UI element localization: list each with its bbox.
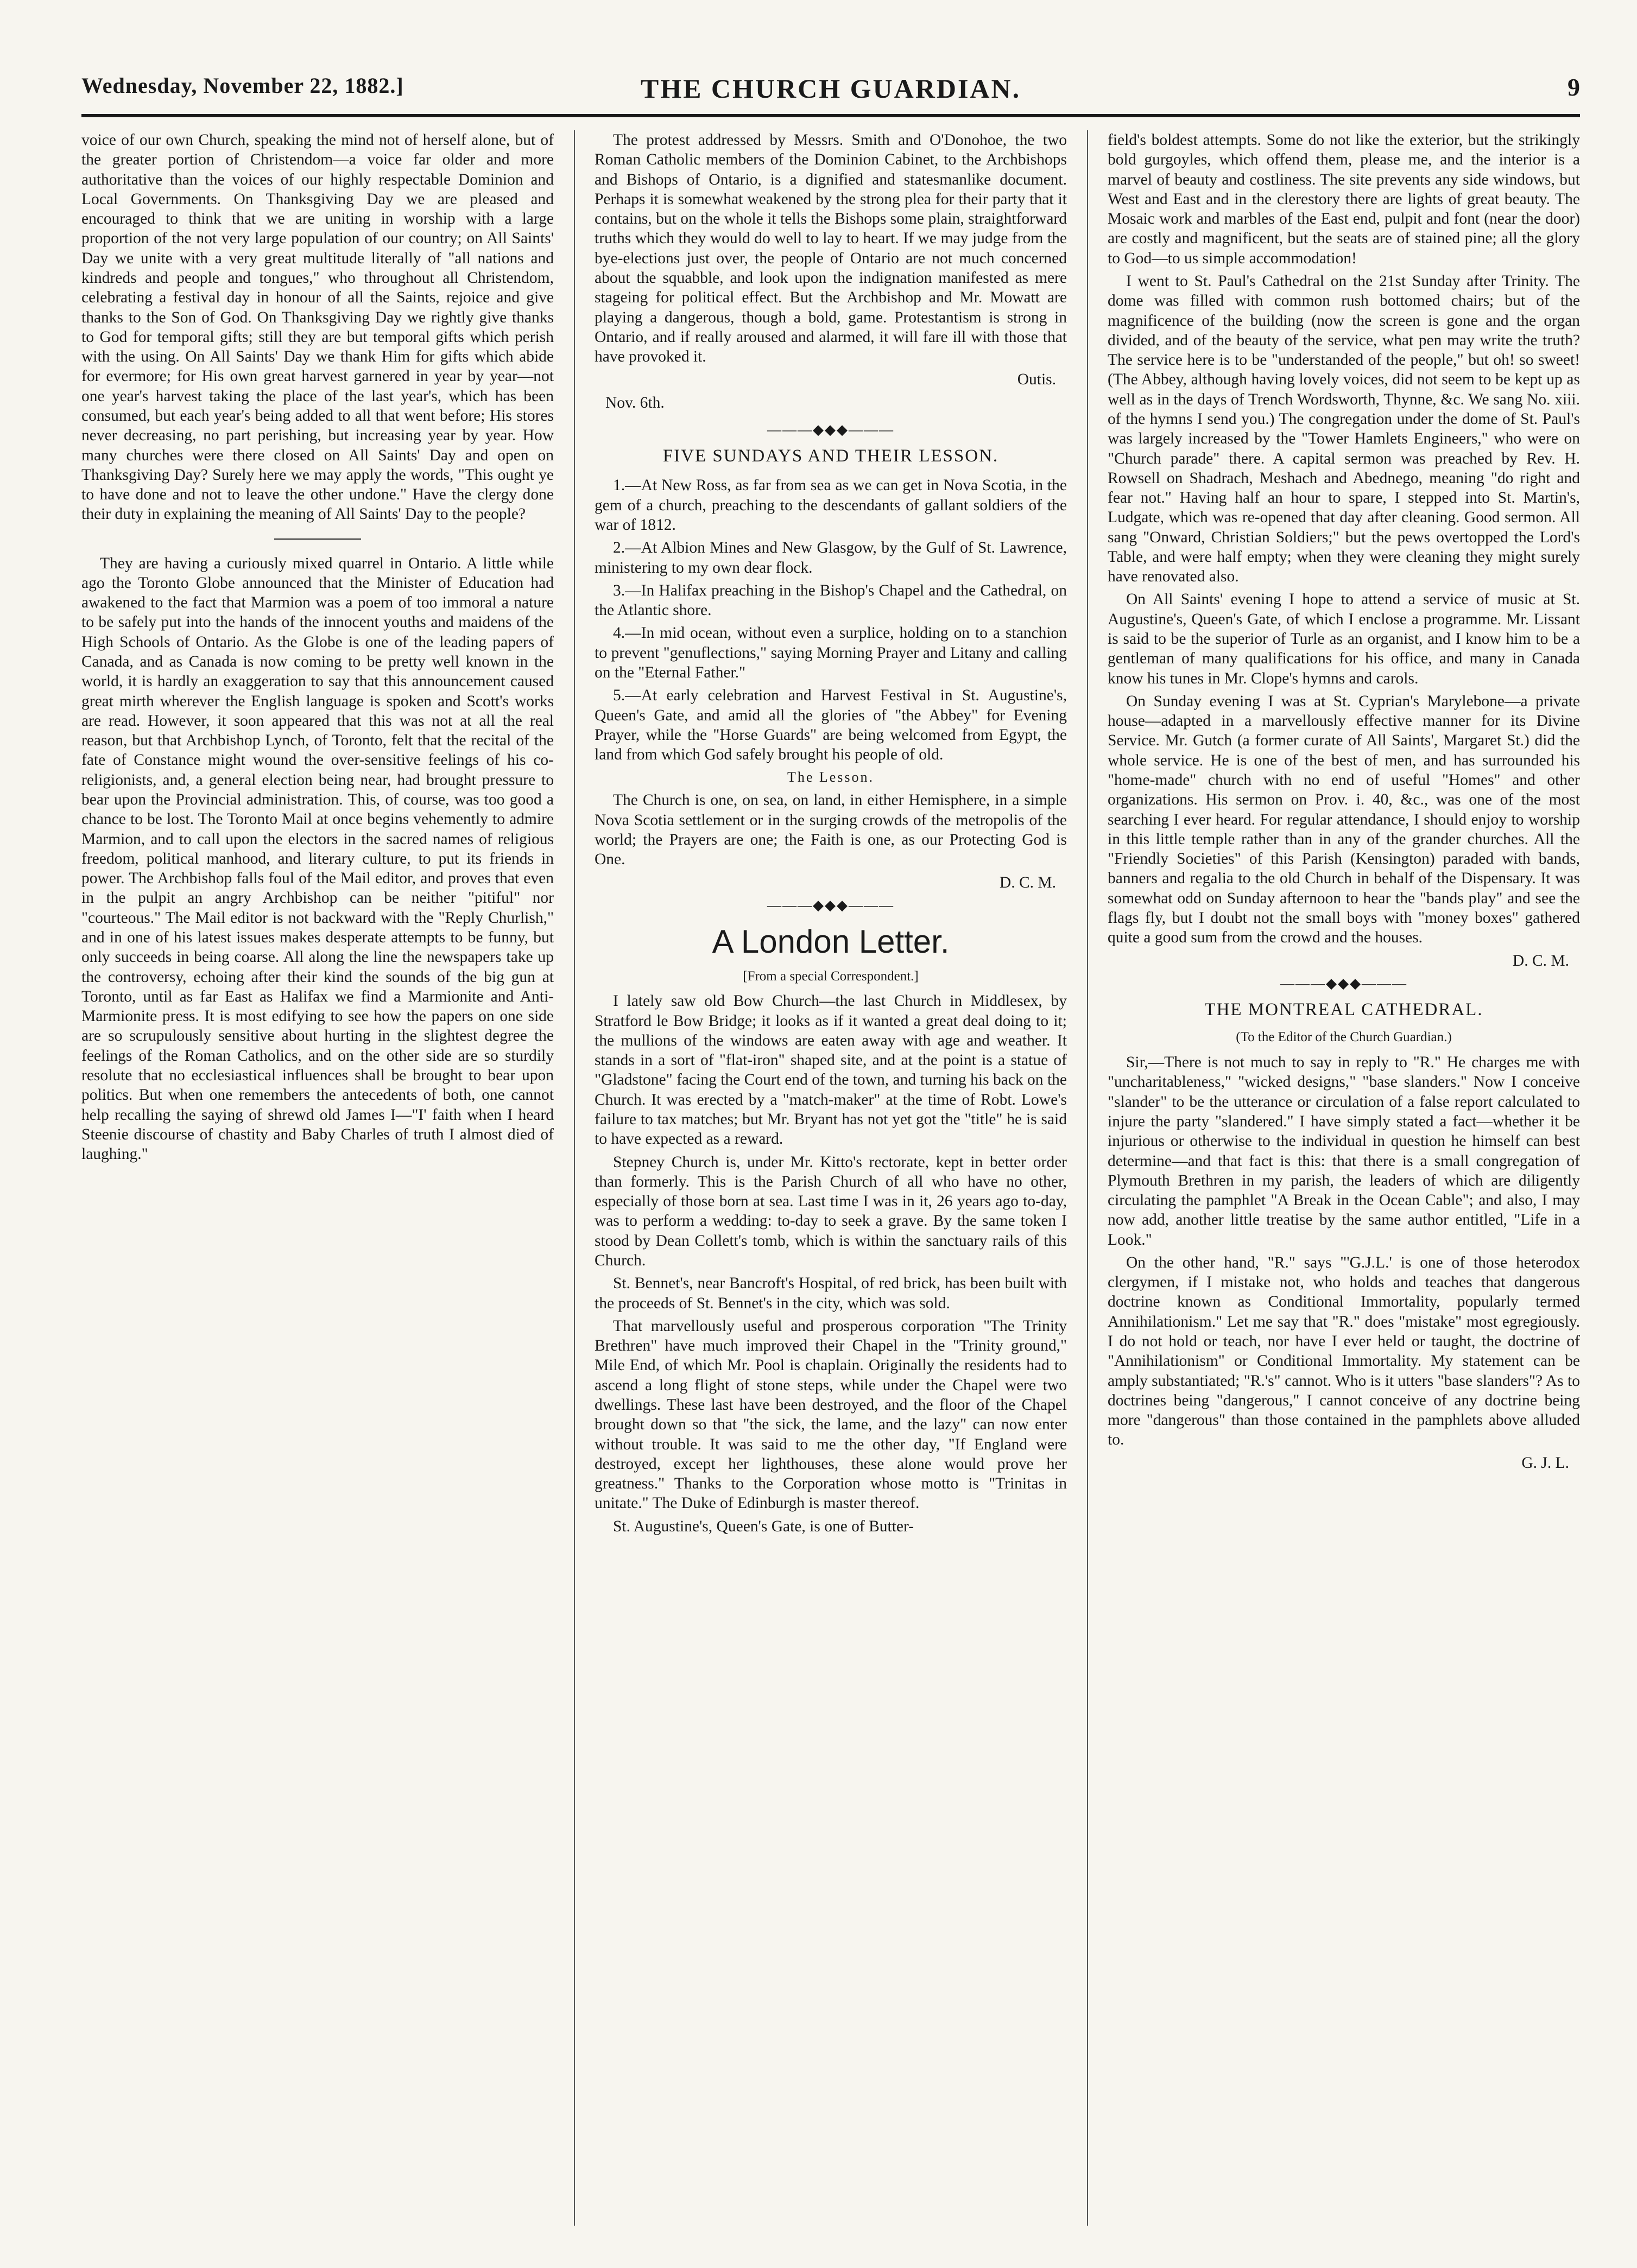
newspaper-page bbox=[81, 65, 1580, 2237]
page-header bbox=[81, 65, 1580, 117]
column-divider bbox=[574, 130, 575, 2226]
london-letter-title: A London Letter. bbox=[712, 923, 950, 960]
cathedral-signature: G. J. L. bbox=[1521, 1454, 1569, 1472]
london-continued-paragraph: I went to St. Paul's Cathedral on the 21st Sunday after Trinity. The dome was filled with common rush bottomed chairs; but of the magnificence of the building (now the screen is gone and the organ divided, and of the beauty of the service, what pen may write the truth? The service here is to be "understanded of the people," but oh! so sweet! (The Abbey, although having lovely voices, did not seem to be kept up as well as in the days of Trench Wordsworth, Thynne, &c. We sang No. xiii. of the hymns I send you.) The congregation under the dome of St. Paul's was largely increased by the "Tower Hamlets Engineers," who were on "Church parade" there. A capital sermon was preached by Rev. H. Rowsell on Shadrach, Meshach and Abednego, meaning "do right and fear not." Having half an hour to spare, I stepped into St. Martin's, Ludgate, which was re-opened that day after cleaning. Good sermon. All sang "Onward, Christian Soldiers;" but the pews overtopped the Lord's Table, and were half empty; when they were cleaning they might surely have renovated also. bbox=[1108, 272, 1580, 586]
london-paragraph: I lately saw old Bow Church—the last Church in Middlesex, by Stratford le Bow Bridge; it looks as if it wanted a great deal doing to it; the mullions of the windows are eaten away with age and weather. It stands in a sort of "flat-iron" shaped site, and at the point is a statue of "Gladstone" facing the Court end of the town, and turning his back on the Church. It was erected by a "match-maker" at the time of Robt. Lowe's failure to tax matches; but Mr. Bryant has not yet got the "title" he is said to have expected as a reward. bbox=[595, 992, 1067, 1148]
protest-date: Nov. 6th. bbox=[605, 394, 665, 411]
thanksgiving-paragraph: voice of our own Church, speaking the mind not of herself alone, but of the greater portion of Christendom—a voice far older and more authoritative than the voices of our highly respectable Dominion and Local Governments. On Thanksgiving Day we are pleased and encouraged to think that we are uniting in worship with a large proportion of the not very large population of our country; on All Saints' Day we unite with a very great multitude literally of "all nations and kindreds and people and tongues," who throughout all Christendom, celebrating a festival day in honour of all the Saints, rejoice and give thanks to the Son of God. On Thanksgiving Day we rightly give thanks to God for temporal gifts; still they are but temporal gifts which perish with the using. On All Saints' Day we thank Him for gifts which abide for evermore; for His own great harvest garnered in year by year—not one year's harvest taking the place of the last year's, which has been consumed, but each year's being added to all that went before; His stores never decreasing, no part perishing, but increasing year by year. How many churches were there closed on All Saints' Day and open on Thanksgiving Day? Surely here we may apply the words, "This ought ye to have done and not to leave the other undone." Have the clergy done their duty in explaining the meaning of All Saints' Day to the people? bbox=[81, 131, 554, 523]
london-continued-paragraph: On All Saints' evening I hope to attend a service of music at St. Augustine's, Queen's Gate, of which I enclose a programme. Mr. Lissant is said to be the superior of Turle as an organist, and I know him to be a gentleman of many qualifications for his office, and many in Canada know his tunes in Mr. Clope's hymns and carols. bbox=[1108, 591, 1580, 687]
cathedral-paragraph: On the other hand, "R." says "'G.J.L.' is one of those heterodox clergymen, if I mistake not, who holds and teaches that dangerous doctrine known as Conditional Immortality, popularly termed Annihilationism." Let me say that "R." does "mistake" most egregiously. I do not hold or teach, nor have I ever held or taught, the doctrine of "Annihilationism" or Conditional Immortality. My statement can be amply substantiated; "R.'s" cannot. Who is it utters "base slanders"? As to doctrines being "dangerous," I cannot conceive of any doctrine being more "dangerous" than those contained in the pamphlets above alluded to. bbox=[1108, 1253, 1580, 1449]
cathedral-title: THE MONTREAL CATHEDRAL. bbox=[1204, 999, 1483, 1019]
sundays-item: 5.—At early celebration and Harvest Festival in St. Augustine's, Queen's Gate, and amid all the glories of "the Abbey" for Evening Prayer, while the "Horse Guards" are being welcomed from Egypt, the land from which God safely brought his people of old. bbox=[595, 687, 1067, 764]
marmion-paragraph: They are having a curiously mixed quarrel in Ontario. A little while ago the Toronto Globe announced that the Minister of Education had awakened to the fact that Marmion was a poem of too immoral a nature to be safely put into the hands of the innocent youths and maidens of the High Schools of Ontario. As the Globe is one of the leading papers of Canada, and as Canada is now coming to be pretty well known in the world, it is hardly an exaggeration to say that this announcement caused great mirth wherever the English language is spoken and Scott's works are read. However, it soon appeared that this was not at all the real reason, but that Archbishop Lynch, of Toronto, felt that the recital of the fate of Constance might wound the over-sensitive feelings of his co-religionists, and, a general election being near, had brought pressure to bear upon the Provincial administration. This, of course, was too good a chance to be lost. The Toronto Mail at once begins vehemently to admire Marmion, and to call upon the electors in the sacred names of religious freedom, political manhood, and literary culture, to put its friends in power. The Archbishop falls foul of the Mail editor, and proves that even in the pulpit an angry Archbishop can be neither "pitiful" nor "courteous." The Mail editor is not backward with the "Reply Churlish," and in one of his latest issues makes desperate attempts to be funny, but only succeeds in being coarse. All along the line the newspapers take up the controversy, echoing after their kind the sounds of the big gun at Toronto, until as far East as Halifax we find a Marmionite and Anti-Marmionite press. It is most edifying to see how the papers on one side are so scrupulously sensitive about hurting in the slightest degree the feelings of the Roman Catholics, and on the other side are so sturdily resolute that no ecclesiastical influences shall be brought to bear upon politics. But when one remembers the antecedents of both, one cannot help recalling the saying of shrewd old James I—"I' faith when I heard Steenie discourse of chastity and Baby Charles of truth I almost died of laughing." bbox=[81, 554, 554, 1163]
ornament-divider: ———◆◆◆——— bbox=[767, 421, 894, 438]
lesson-heading: The Lesson. bbox=[787, 769, 875, 785]
lesson-signature: D. C. M. bbox=[999, 873, 1056, 891]
london-paragraph: That marvellously useful and prosperous corporation "The Trinity Brethren" have much improved their Chapel in the "Trinity ground," Mile End, of which Mr. Pool is chaplain. Originally the residents had to ascend a long flight of stone steps, while under the Chapel were two dwellings. These last have been destroyed, and the floor of the Chapel brought down so that "the sick, the lame, and the lazy" can now enter without trouble. It was said to me the other day, "If England were destroyed, except her lighthouses, these alone would prove her greatness." Thanks to the Corporation whose motto is "Trinitas in unitate." The Duke of Edinburgh is master thereof. bbox=[595, 1317, 1067, 1512]
sundays-item: 1.—At New Ross, as far from sea as we can get in Nova Scotia, in the gem of a church, preaching to the descendants of gallant soldiers of the war of 1812. bbox=[595, 477, 1067, 534]
column-divider bbox=[1087, 130, 1088, 2226]
sundays-title: FIVE SUNDAYS AND THEIR LESSON. bbox=[662, 446, 999, 466]
london-letter-byline: [From a special Correspondent.] bbox=[743, 968, 919, 984]
london-paragraph: Stepney Church is, under Mr. Kitto's rectorate, kept in better order than formerly. This is the Parish Church of all who have no other, especially of those born at sea. Last time I was in it, 26 years ago to-day, was to perform a wedding: to-day to seek a grave. By the same token I stood by Dean Collett's tomb, which is within the sanctuary rails of this Church. bbox=[595, 1153, 1067, 1269]
masthead-title: THE CHURCH GUARDIAN. bbox=[640, 73, 1021, 104]
london-continued-paragraph: On Sunday evening I was at St. Cyprian's Marylebone—a private house—adapted in a marvellously effective manner for its Divine Service. Mr. Gutch (a former curate of All Saints', Margaret St.) did the whole service. He is one of the best of men, and has surrounded his "home-made" church with no end of useful "Homes" and other organizations. His sermon on Prov. i. 40, &c., was one of the most searching I ever heard. For regular attendance, I should enjoy to worship in this little temple rather than in any of the grander churches. All the "Friendly Societies" of this Parish (Kensington) paraded with bands, banners and regalia to the old Church in behalf of the Dispensary. It was somewhat odd on Sunday afternoon to hear the "bands play" and see the flags fly, but I doubt not the small boys with "money boxes" gathered quite a good sum from the crowd and the houses. bbox=[1108, 692, 1580, 947]
column-3 bbox=[1108, 130, 1580, 1476]
ornament-divider: ———◆◆◆——— bbox=[1280, 975, 1407, 991]
protest-signature: Outis. bbox=[1017, 371, 1056, 389]
column-2 bbox=[595, 130, 1067, 1540]
london-paragraph: St. Bennet's, near Bancroft's Hospital, of red brick, has been built with the proceeds of St. Bennet's in the city, which was sold. bbox=[595, 1275, 1067, 1312]
protest-paragraph: The protest addressed by Messrs. Smith and O'Donohoe, the two Roman Catholic members of the Dominion Cabinet, to the Archbishops and Bishops of Ontario, is a dignified and statesmanlike document. Perhaps it is somewhat weakened by the strong plea for their party that it contains, but on the whole it tells the Bishops some plain, straightforward truths which they would do well to lay to heart. If we may judge from the bye-elections just over, the people of Ontario are not much concerned about the squabble, and look upon the indignation manifested as mere stageing for political effect. But the Archbishop and Mr. Mowatt are playing a dangerous, though a bold, game. Protestantism is strong in Ontario, and if really aroused and alarmed, it will fare ill with those that have provoked it. bbox=[595, 131, 1067, 366]
sundays-item: 3.—In Halifax preaching in the Bishop's Chapel and the Cathedral, on the Atlantic shore. bbox=[595, 581, 1067, 619]
sundays-item: 4.—In mid ocean, without even a surplice, holding on to a stanchion to prevent "genuflections," saying Morning Prayer and Litany and calling on the "Eternal Father." bbox=[595, 624, 1067, 682]
column-1 bbox=[81, 130, 554, 1167]
london-signature: D. C. M. bbox=[1512, 952, 1569, 970]
page-number: 9 bbox=[1568, 73, 1580, 101]
section-divider bbox=[274, 539, 361, 540]
issue-date: Wednesday, November 22, 1882.] bbox=[81, 73, 404, 98]
london-paragraph: St. Augustine's, Queen's Gate, is one of Butter- bbox=[613, 1517, 914, 1535]
london-continued-paragraph: field's boldest attempts. Some do not like the exterior, but the strikingly bold gurgoyles, which offend them, please me, and the interior is a marvel of beauty and costliness. The site prevents any side windows, but West and East and in the clerestory there are lights of great beauty. The Mosaic work and marbles of the East end, pulpit and font (near the door) are costly and magnificent, but the seats are of stained pine; all the glory to God—to us simple accommodation! bbox=[1108, 131, 1580, 267]
cathedral-byline: (To the Editor of the Church Guardian.) bbox=[1236, 1030, 1452, 1045]
ornament-divider: ———◆◆◆——— bbox=[767, 897, 894, 913]
cathedral-paragraph: Sir,—There is not much to say in reply to "R." He charges me with "uncharitableness," "wicked designs," "base slanders." Now I conceive "slander" to be the utterance or circulation of a false report calculated to injure the party "slandered." I have simply stated a fact—whether it be injurious or otherwise to the individual in question he himself can best determine—and that fact is this: that there is a small congregation of Plymouth Brethren in my parish, the leaders of which are diligently circulating the pamphlet "A Break in the Ocean Cable"; and also, I may now add, another little treatise by the same author entitled, "Life in a Look." bbox=[1108, 1054, 1580, 1249]
lesson-text: The Church is one, on sea, on land, in either Hemisphere, in a simple Nova Scotia settlement or in the surging crowds of the metropolis of the world; the Prayers are one; the Faith is one, as our Protecting God is One. bbox=[595, 791, 1067, 869]
sundays-item: 2.—At Albion Mines and New Glasgow, by the Gulf of St. Lawrence, ministering to my own dear flock. bbox=[595, 539, 1067, 576]
